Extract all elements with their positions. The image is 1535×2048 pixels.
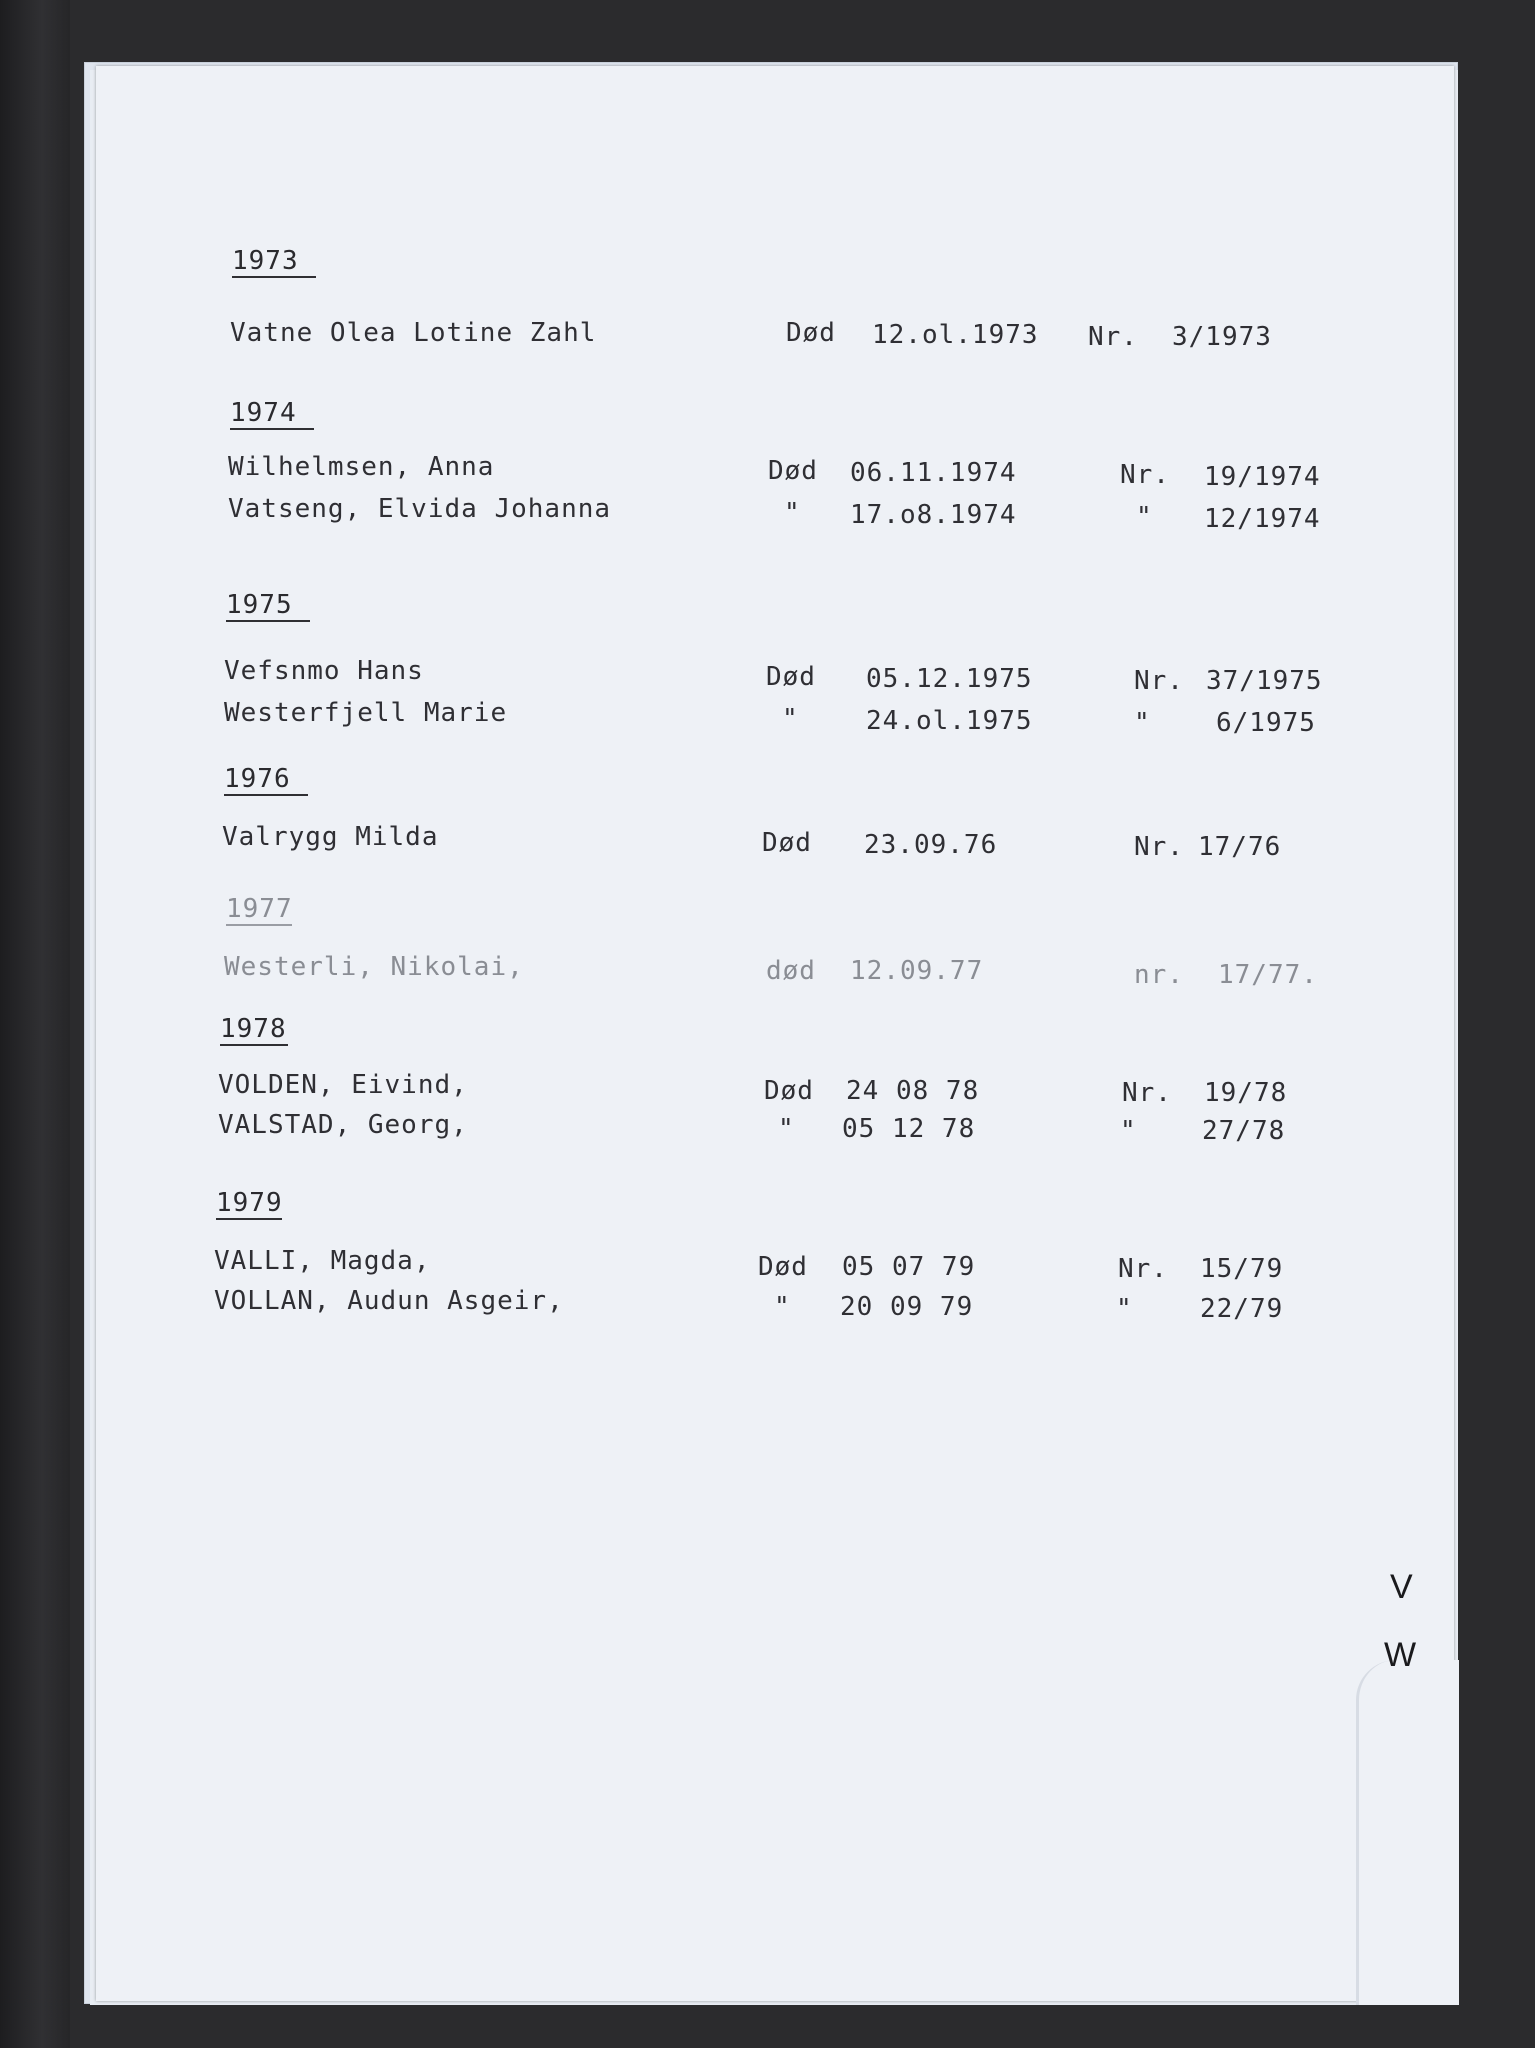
year-heading-1978: 1978 [220,1014,287,1044]
ditto-mark: " [1120,1116,1137,1146]
index-tab-edge [1356,1660,1459,2005]
entry-name: VALLI, Magda, [214,1246,431,1276]
ditto-mark: " [784,498,801,528]
entry-date: 20 09 79 [840,1292,974,1322]
entry-date: 05.12.1975 [866,664,1033,694]
year-underline [224,794,308,796]
entry-date: 17.o8.1974 [850,500,1017,530]
binder-spine [0,0,70,2048]
ditto-mark: " [1116,1294,1133,1324]
year-heading-1975: 1975 [226,590,293,620]
entry-name: Vefsnmo Hans [224,656,424,686]
year-underline [230,428,314,430]
index-letter-w: W [1384,1636,1417,1674]
entry-number: 6/1975 [1216,708,1316,738]
entry-nr-label: Nr. [1118,1254,1168,1284]
index-letter-v: V [1390,1568,1413,1606]
entry-nr-label: Nr. [1120,460,1170,490]
year-heading-1973: 1973 [232,246,299,276]
year-underline [220,1044,288,1046]
entry-name: VOLLAN, Audun Asgeir, [214,1286,564,1316]
entry-name: Wilhelmsen, Anna [228,452,495,482]
entry-number: 12/1974 [1204,504,1321,534]
entry-date: 12.ol.1973 [872,320,1039,350]
year-heading-1974: 1974 [230,398,297,428]
entry-number: 19/1974 [1204,462,1321,492]
entry-name: Westerfjell Marie [224,698,508,728]
ditto-mark: " [782,704,799,734]
entry-name: Westerli, Nikolai, [224,952,524,982]
entry-nr-label: nr. [1134,960,1184,990]
year-underline [216,1218,282,1220]
ditto-mark: " [1136,502,1153,532]
year-underline [226,620,310,622]
entry-date: 05 07 79 [842,1252,976,1282]
entry-death-label: Død [758,1252,808,1282]
entry-number: 15/79 [1200,1254,1284,1284]
entry-date: 24 08 78 [846,1076,980,1106]
year-heading-1977: 1977 [226,894,293,924]
entry-date: 12.09.77 [850,956,984,986]
year-underline [226,924,292,926]
entry-date: 06.11.1974 [850,458,1017,488]
entry-number: 37/1975 [1206,666,1323,696]
entry-nr-label: Nr. [1134,832,1184,862]
entry-number: 22/79 [1200,1294,1284,1324]
entry-name: VALSTAD, Georg, [218,1110,468,1140]
entry-death-label: Død [766,662,816,692]
entry-name: VOLDEN, Eivind, [218,1070,468,1100]
entry-name: Valrygg Milda [222,822,439,852]
document-page [96,66,1454,2001]
entry-nr-label: Nr. [1134,666,1184,696]
entry-name: Vatne Olea Lotine Zahl [230,318,597,348]
ditto-mark: " [1134,708,1151,738]
entry-nr-label: Nr. [1122,1078,1172,1108]
entry-death-label: Død [764,1076,814,1106]
entry-death-label: Død [768,456,818,486]
ditto-mark: " [778,1114,795,1144]
entry-number: 17/76 [1198,832,1282,862]
year-underline [232,276,316,278]
entry-date: 23.09.76 [864,830,998,860]
entry-nr-label: Nr. [1088,322,1138,352]
ditto-mark: " [774,1292,791,1322]
entry-death-label: Død [762,828,812,858]
entry-number: 27/78 [1202,1116,1286,1146]
entry-date: 05 12 78 [842,1114,976,1144]
year-heading-1979: 1979 [216,1188,283,1218]
entry-date: 24.ol.1975 [866,706,1033,736]
entry-number: 3/1973 [1172,322,1272,352]
entry-death-label: Død [786,318,836,348]
entry-name: Vatseng, Elvida Johanna [228,494,612,524]
year-heading-1976: 1976 [224,764,291,794]
entry-number: 19/78 [1204,1078,1288,1108]
entry-number: 17/77. [1218,960,1318,990]
entry-death-label: død [766,956,816,986]
